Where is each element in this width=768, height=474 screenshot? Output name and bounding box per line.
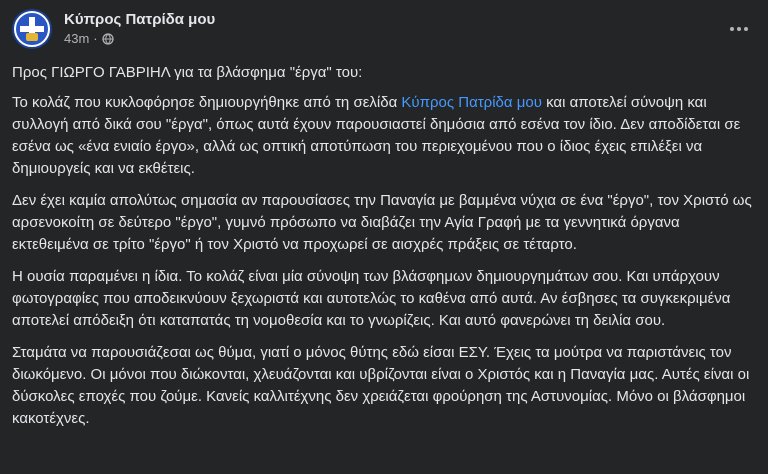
- page-avatar[interactable]: [12, 9, 52, 49]
- paragraph-1-text-start: Το κολάζ που κυκλοφόρησε δημιουργήθηκε από τη σελίδα: [12, 94, 402, 111]
- more-options-icon[interactable]: [724, 14, 754, 44]
- post-subline: [64, 30, 215, 48]
- post-header: [12, 6, 756, 52]
- paragraph-1-text-end: και αποτελεί σύνοψη και συλλογή από δικά σου "έργα", όπως αυτά έχουν παρουσιαστεί δημόσια από εσένα τον ίδιο. Δεν αποδίδεται σε εσένα ως «ένα ενιαίο έργο», αλλά ως οπτική αποτύπωση του περιεχομένου που ο ίδιος έχεις επιλέξει να δημιουργείς και να εκθέτεις.: [12, 94, 741, 177]
- post-paragraph-4: Σταμάτα να παρουσιάζεσαι ως θύμα, γιατί ο μόνος θύτης εδώ είσαι ΕΣΥ. Έχεις τα μούτρα να παριστάνεις τον διωκόμενο. Οι μόνοι που διώκονται, χλευάζονται και υβρίζονται είναι ο Χριστός και η Παναγία μας. Αυτές είναι οι δύσκολες εποχές που ζούμε. Κανείς καλλιτέχνης δεν χρειάζεται φρούρηση της Αστυνομίας. Μόνο οι βλάσφημοι κακοτέχνες.: [12, 344, 750, 427]
- separator-dot: ·: [93, 31, 98, 46]
- post-meta: [64, 10, 215, 48]
- post-paragraph-2: Δεν έχει καμία απολύτως σημασία αν παρουσίασες την Παναγία με βαμμένα νύχια σε ένα "έργο", τον Χριστό ως αρσενοκοίτη σε δεύτερο "έργο", γυμνό πρόσωπο να διαβάζει την Αγία Γραφή με τα γεννητικά όργανα εκτεθειμένα σε τρίτο "έργο" ή τον Χριστό να προχωρεί σε αισχρές πράξεις σε τέταρτο.: [12, 192, 752, 253]
- post-body: [12, 62, 754, 440]
- avatar-gold-mark: [26, 33, 38, 41]
- post-paragraph-3: Η ουσία παραμένει η ίδια. Το κολάζ είναι μία σύνοψη των βλάσφημων δημιουργημάτων σου. Και υπάρχουν φωτογραφίες που αποδεικνύουν ξεχωριστά και αυτοτελώς το καθένα από αυτά. Αν έσβησες τα συγκεκριμένα αποτελεί απόδειξη ότι καταπατάς τη νομοθεσία και το γνωρίζεις. Και αυτό φανερώνει τη δειλία σου.: [12, 268, 731, 329]
- post-paragraph-1: [12, 92, 754, 180]
- post-intro: Προς ΓΙΩΡΓΟ ΓΑΒΡΙΗΛ για τα βλάσφημα "έργα" του:: [12, 64, 363, 81]
- more-dot: [737, 27, 741, 31]
- more-dot: [744, 27, 748, 31]
- page-mention-link[interactable]: Κύπρος Πατρίδα μου: [401, 94, 542, 111]
- globe-icon[interactable]: [102, 33, 114, 45]
- more-dot: [730, 27, 734, 31]
- page-name-link[interactable]: Κύπρος Πατρίδα μου: [64, 11, 216, 28]
- post-timestamp[interactable]: 43m: [64, 31, 90, 46]
